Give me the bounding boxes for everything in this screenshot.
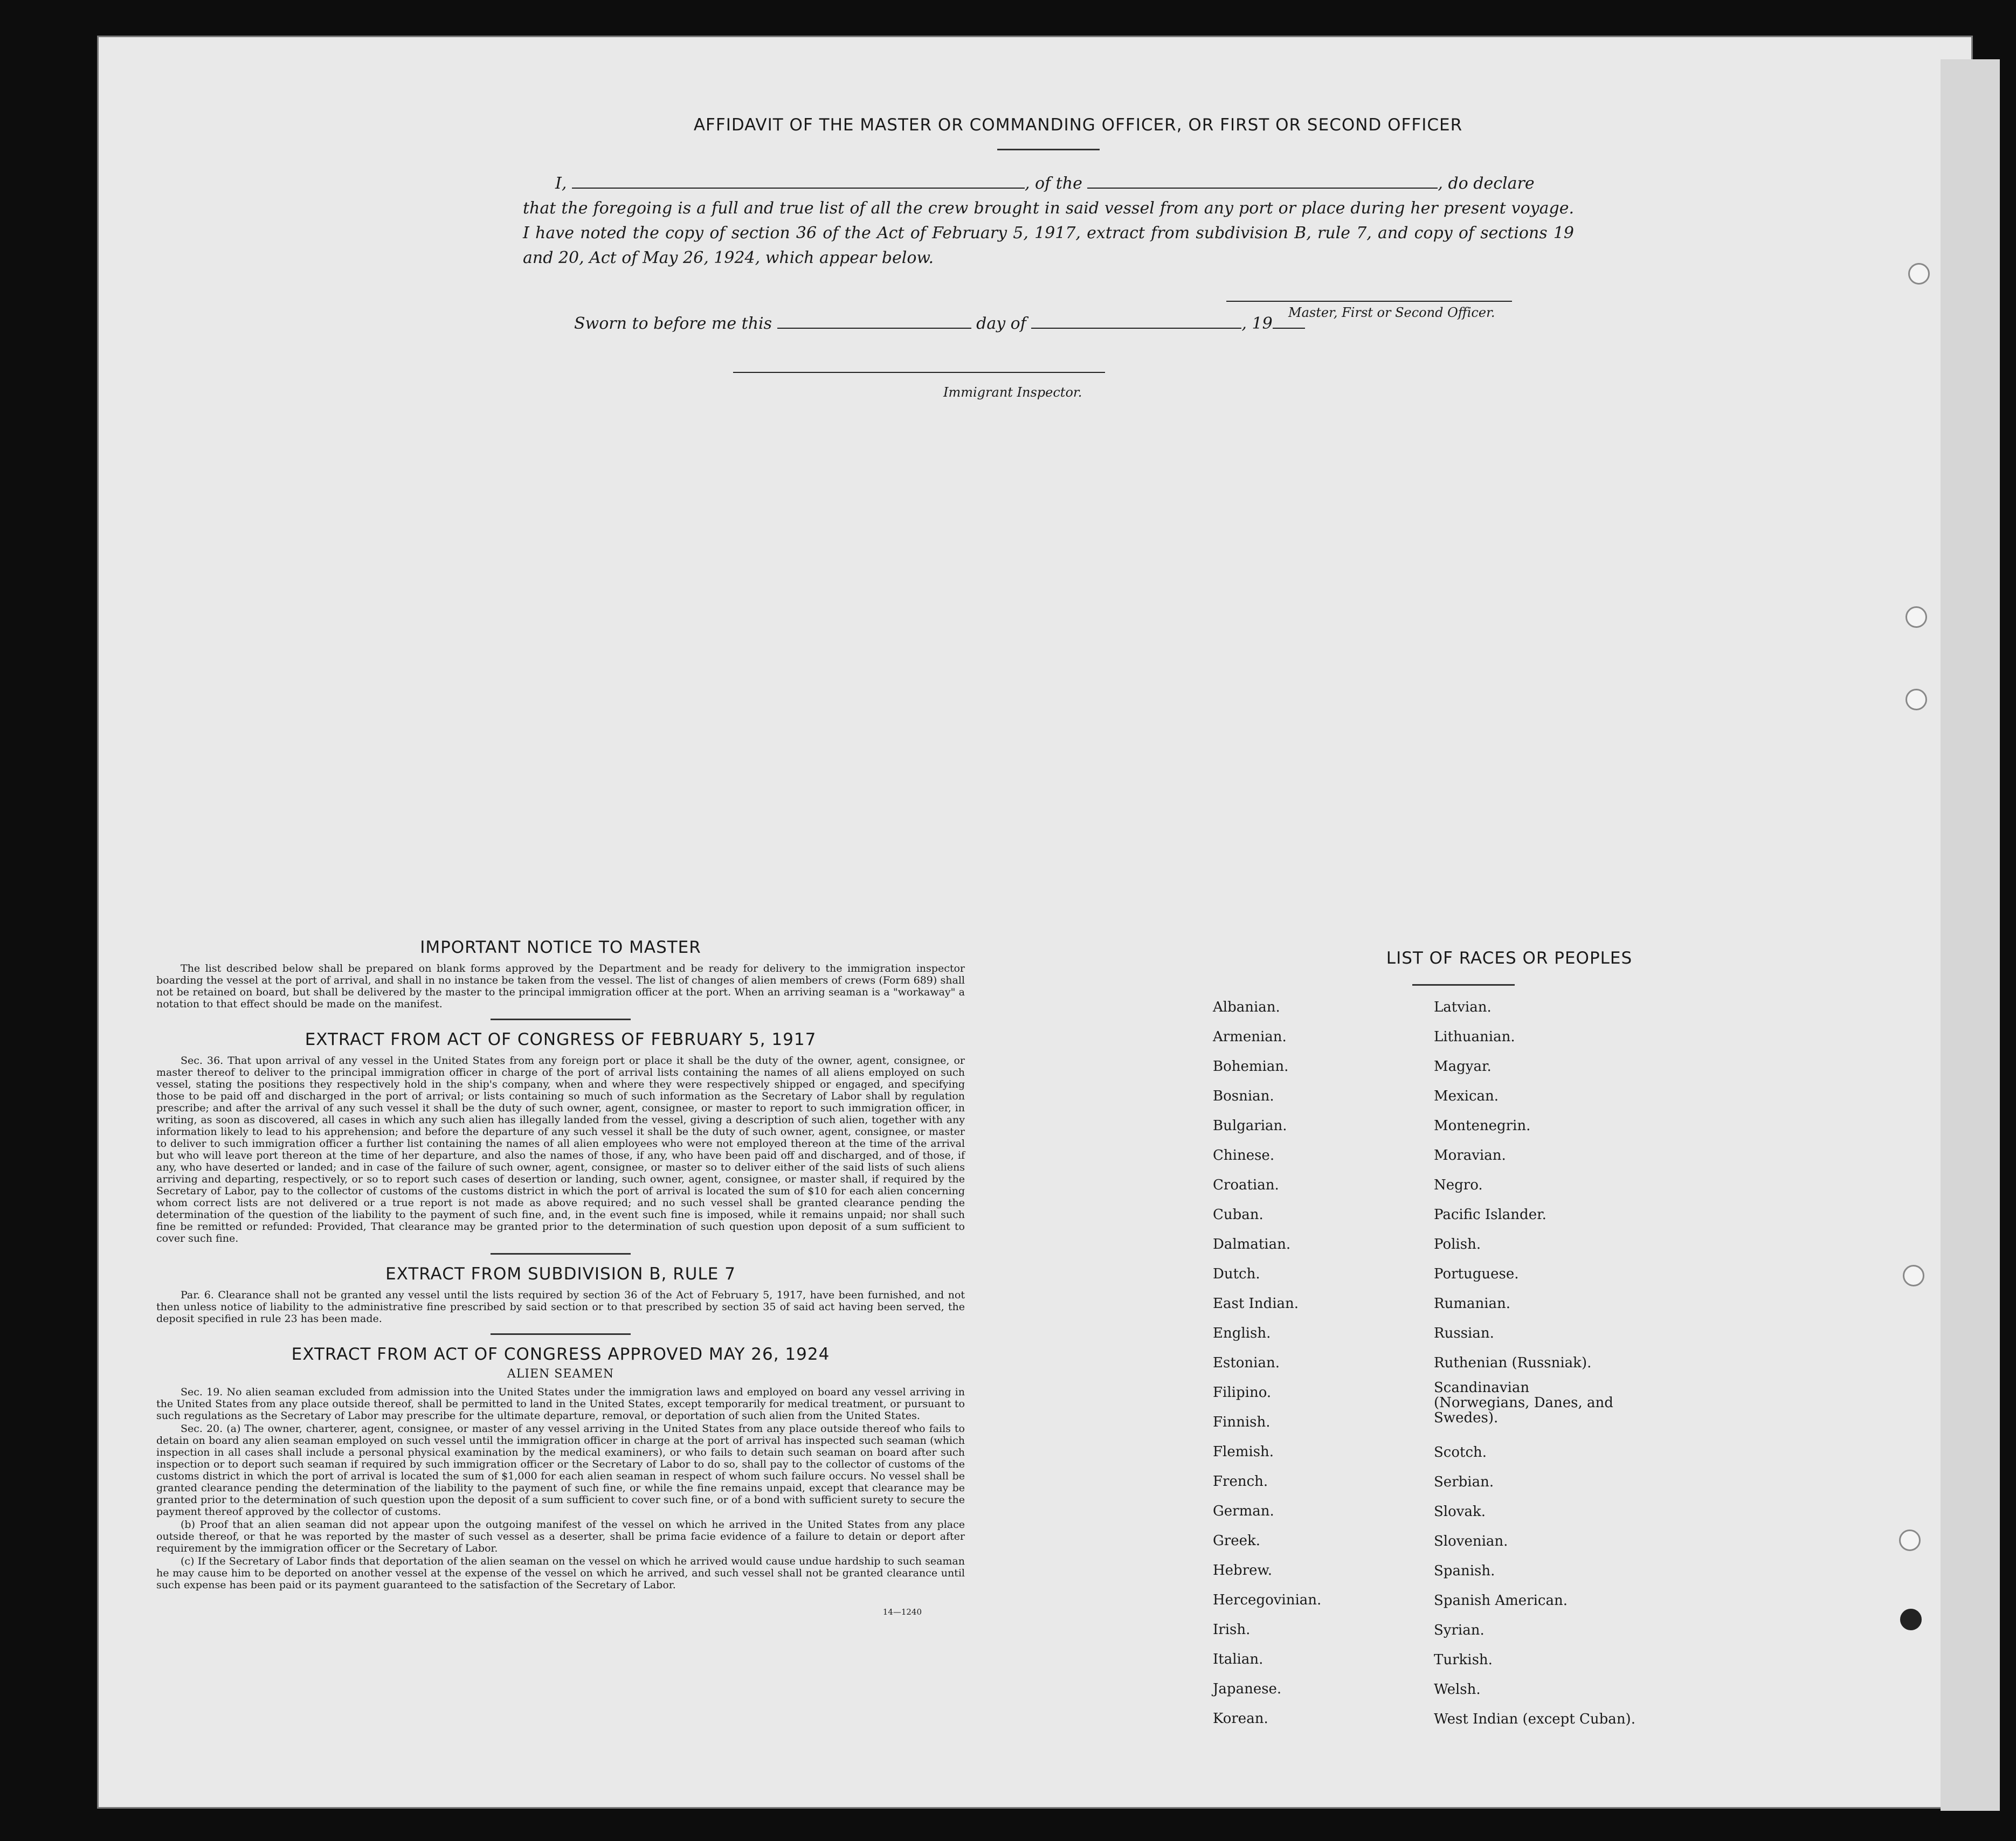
next-page-edge [1941, 59, 2000, 1811]
race-item: East Indian. [1213, 1296, 1299, 1312]
section-divider [491, 1333, 631, 1335]
sworn-month-blank[interactable] [1031, 314, 1241, 329]
sworn-prefix: Sworn to before me this [574, 314, 772, 333]
binder-hole [1899, 1529, 1921, 1551]
races-divider [1412, 984, 1515, 986]
race-item: Bulgarian. [1213, 1118, 1287, 1134]
race-item: Russian. [1434, 1325, 1494, 1341]
officer-name-blank[interactable] [572, 174, 1025, 189]
race-item: Flemish. [1213, 1444, 1274, 1460]
affidavit-title: AFFIDAVIT OF THE MASTER OR COMMANDING OFFICER, OR FIRST OR SECOND OFFICER [693, 115, 1463, 135]
binder-hole [1900, 1609, 1922, 1630]
race-item: Greek. [1213, 1533, 1260, 1549]
vessel-name-blank[interactable] [1087, 174, 1438, 189]
race-item: Mexican. [1434, 1088, 1499, 1104]
race-item: Lithuanian. [1434, 1029, 1515, 1045]
race-item: Scandinavian (Norwegians, Danes, and Swedes). [1434, 1380, 1613, 1426]
extract-1924-sec20a: Sec. 20. (a) The owner, charterer, agent, consignee, or master of any vessel arriving in the United States from any place outside thereof who fails to detain on board any alien seaman employed on such vessel until the immigration officer in charge at the port of arrival has inspected such seaman (which inspection in all cases shall include a personal physical examination by the medical examiners), or who fails to detain such seaman on board after such inspection or to deport such seaman if required by such immigration officer or the Secretary of Labor to do so, shall pay to the collector of customs of the customs district in which the port of arrival is located the sum of $1,000 for each alien seaman in respect of whom such failure occurs. No vessel shall be granted clearance pending the determination of the liability to the payment of such fine, or while the fine remains unpaid, except that clearance may be granted prior to the determination of such question upon the deposit of a sum sufficient to cover such fine, or of a bond with sufficient surety to secure the payment thereof approved by the collector of customs. [156, 1423, 965, 1518]
race-item: Montenegrin. [1434, 1118, 1531, 1134]
form-number: 14—1240 [882, 1607, 922, 1617]
section-divider [491, 1253, 631, 1255]
races-list-col1 [1213, 993, 1321, 1734]
race-item: Moravian. [1434, 1147, 1506, 1164]
race-item: Armenian. [1213, 1029, 1287, 1045]
title-divider [997, 149, 1100, 150]
race-item: Welsh. [1434, 1681, 1481, 1698]
extract-1924-sec20c: (c) If the Secretary of Labor finds that deportation of the alien seaman on the vessel on which he arrived would cause undue hardship to such seaman he may cause him to be deported on another vessel at the expense of the vessel on which he arrived, and such vessel shall not be granted clearance until such expense has been paid or its payment guaranteed to the satisfaction of the Secretary of Labor. [156, 1555, 965, 1591]
extract-1917-text: Sec. 36. That upon arrival of any vessel in the United States from any foreign port or place it shall be the duty of the owner, agent, consignee, or master thereof to deliver to the principal immigration officer in charge of the port of arrival lists containing the names of all aliens employed on such vessel, stating the positions they respectively hold in the ship's company, when and where they were respectively shipped or engaged, and specifying those to be paid off and discharged in the port of arrival; or lists containing so much of such information as the Secretary of Labor shall by regulation prescribe; and after the arrival of any such vessel it shall be the duty of such owner, agent, consignee, or master to report to such immigration officer, in writing, as soon as discovered, all cases in which any such alien has illegally landed from the vessel, giving a description of such alien, together with any information likely to lead to his apprehension; and before the departure of any such vessel it shall be the duty of such owner, agent, consignee, or master to deliver to such immigration officer a further list containing the names of all alien employees who were not employed thereon at the time of the arrival but who will leave port thereon at the time of her departure, and also the names of those, if any, who have been paid off and discharged, and of those, if any, who have deserted or landed; and in case of the failure of such owner, agent, consignee, or master so to deliver either of the said lists of such aliens arriving and departing, respectively, or so to report such cases of desertion or landing, such owner, agent, consignee, or master shall, if required by the Secretary of Labor, pay to the collector of customs of the customs district in which the port of arrival is located the sum of $10 for each alien concerning whom correct lists are not delivered or a true report is not made as above required; and no such vessel shall be granted clearance pending the determination of the question of the liability to the payment of such fine, and, in the event such fine is imposed, while it remains unpaid; nor shall such fine be remitted or refunded: Provided, That clearance may be granted prior to the determination of such question upon deposit of a sum sufficient to cover such fine. [156, 1055, 965, 1244]
races-title: LIST OF RACES OR PEOPLES [1386, 949, 1633, 968]
race-item: Hebrew. [1213, 1562, 1272, 1579]
race-item: Turkish. [1434, 1652, 1493, 1668]
extract-1924-sec19: Sec. 19. No alien seaman excluded from admission into the United States under the immigration laws and employed on board any vessel arriving in the United States from any place outside thereof, shall be permitted to land in the United States, except temporarily for medical treatment, or pursuant to such regulations as the Secretary of Labor may prescribe for the ultimate departure, removal, or deportation of such alien from the United States. [156, 1386, 965, 1422]
race-item: Chinese. [1213, 1147, 1275, 1164]
race-item: Italian. [1213, 1651, 1264, 1667]
master-signature-label: Master, First or Second Officer. [1288, 305, 1495, 320]
race-item: Latvian. [1434, 999, 1492, 1015]
race-item: Spanish American. [1434, 1593, 1568, 1609]
races-list-col2 [1434, 993, 1635, 1734]
race-item: Ruthenian (Russniak). [1434, 1355, 1592, 1371]
race-item: Korean. [1213, 1711, 1268, 1727]
race-item: Serbian. [1434, 1474, 1494, 1490]
notice-title: IMPORTANT NOTICE TO MASTER [420, 938, 701, 957]
race-item: West Indian (except Cuban). [1434, 1711, 1635, 1727]
sworn-day-blank[interactable] [777, 314, 971, 329]
race-item: Cuban. [1213, 1207, 1264, 1223]
race-item: Pacific Islander. [1434, 1207, 1546, 1223]
race-item: Slovak. [1434, 1504, 1486, 1520]
race-item: Portuguese. [1434, 1266, 1519, 1282]
race-item: Dalmatian. [1213, 1236, 1291, 1252]
affidavit-of-the-label: , of the [1024, 174, 1082, 193]
race-item: Magyar. [1434, 1058, 1492, 1075]
extract-1924-subtitle: ALIEN SEAMEN [507, 1367, 615, 1381]
sworn-year-label: , 19 [1241, 314, 1273, 333]
race-item: Rumanian. [1434, 1296, 1511, 1312]
race-item: Bohemian. [1213, 1058, 1289, 1075]
race-item: Irish. [1213, 1622, 1251, 1638]
binder-hole [1903, 1265, 1924, 1286]
race-item: Syrian. [1434, 1622, 1485, 1638]
race-item: Slovenian. [1434, 1533, 1508, 1549]
race-item: German. [1213, 1503, 1274, 1519]
race-item: French. [1213, 1473, 1268, 1490]
race-item: Dutch. [1213, 1266, 1260, 1282]
race-item: Scotch. [1434, 1444, 1487, 1461]
extract-rule7-text: Par. 6. Clearance shall not be granted any vessel until the lists required by section 36 of the Act of February 5, 1917, have been furnished, and not then unless notice of liability to the administrative fine prescribed by said section or to that prescribed by section 35 of said act having been served, the deposit specified in rule 23 has been made. [156, 1289, 965, 1325]
race-item: Albanian. [1213, 999, 1280, 1015]
race-item: Estonian. [1213, 1355, 1280, 1371]
affidavit-i-label: I, [555, 174, 567, 193]
affidavit-body: that the foregoing is a full and true list of all the crew brought in said vessel from any port or place during her present voyage. I have noted the copy of section 36 of the Act of February 5, 1917, extract from subdivision B, rule 7, and copy of sections 19 and 20, Act of May 26, 1924, which appear below. [523, 199, 1574, 267]
race-item: Spanish. [1434, 1563, 1495, 1579]
binder-hole [1905, 689, 1927, 710]
race-item: Japanese. [1213, 1681, 1282, 1697]
extract-1924-sec20b: (b) Proof that an alien seaman did not appear upon the outgoing manifest of the vessel on which he arrived in the United States from any place outside thereof, or that he was reported by the master of such vessel as a deserter, shall be prima facie evidence of a failure to detain or deport after requirement by the immigration officer or the Secretary of Labor. [156, 1519, 965, 1554]
affidavit-declare-label: , do declare [1438, 174, 1535, 193]
race-item: English. [1213, 1325, 1271, 1341]
sworn-statement [574, 314, 1305, 333]
sworn-year-blank[interactable] [1273, 314, 1305, 329]
race-item: Finnish. [1213, 1414, 1271, 1430]
race-item: Negro. [1434, 1177, 1483, 1193]
notices-column [156, 938, 965, 1617]
master-signature-line[interactable] [1226, 301, 1512, 302]
race-item: Filipino. [1213, 1385, 1272, 1401]
extract-1924-title: EXTRACT FROM ACT OF CONGRESS APPROVED MAY 26, 1924 [291, 1345, 830, 1364]
inspector-signature-label: Immigrant Inspector. [943, 385, 1082, 400]
section-divider [491, 1019, 631, 1020]
inspector-signature-line[interactable] [733, 372, 1105, 373]
sworn-day-label: day of [976, 314, 1026, 333]
binder-hole [1908, 263, 1930, 285]
extract-rule7-title: EXTRACT FROM SUBDIVISION B, RULE 7 [385, 1264, 736, 1284]
race-item: Polish. [1434, 1236, 1481, 1252]
binder-hole [1905, 606, 1927, 628]
notice-text: The list described below shall be prepared on blank forms approved by the Department and be ready for delivery to the immigration inspector boarding the vessel at the port of arrival, and shall in no instance be taken from the vessel. The list of changes of alien members of crews (Form 689) shall not be retained on board, but shall be delivered by the master to the principal immigration officer at the port. When an arriving seaman is a "workaway" a notation to that effect should be made on the manifest. [156, 963, 965, 1010]
race-item: Bosnian. [1213, 1088, 1274, 1104]
affidavit-declaration [523, 171, 1574, 271]
race-item: Croatian. [1213, 1177, 1279, 1193]
race-item: Hercegovinian. [1213, 1592, 1322, 1608]
extract-1917-title: EXTRACT FROM ACT OF CONGRESS OF FEBRUARY 5, 1917 [305, 1030, 817, 1049]
